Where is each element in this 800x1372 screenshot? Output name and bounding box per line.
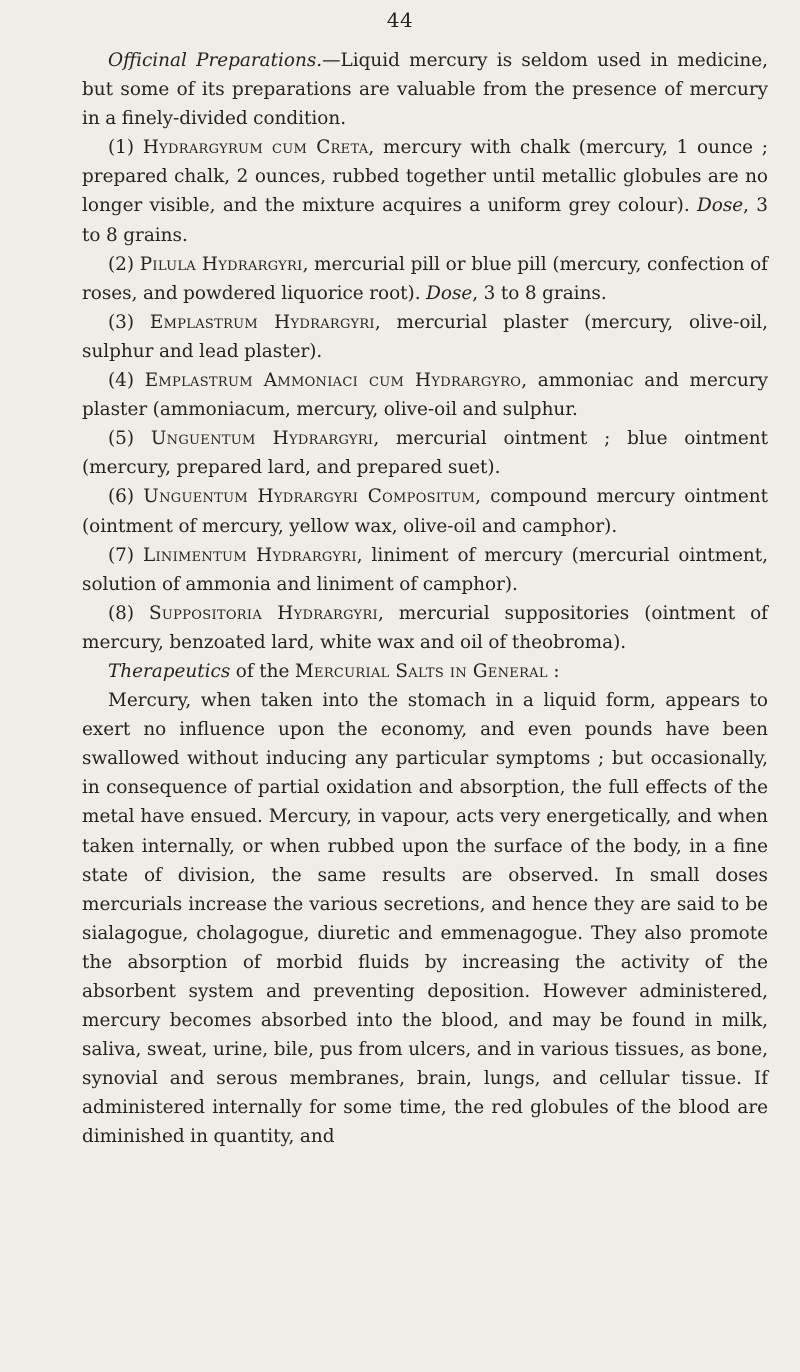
preparation-item <box>82 599 768 657</box>
dose-value: , 3 to 8 grains. <box>82 195 769 246</box>
item-number: (6) <box>108 486 144 508</box>
preparation-item <box>82 482 768 540</box>
preparation-description: , compound mercury ointment (ointment of mercury, yellow wax, olive-oil and camphor). <box>82 486 768 537</box>
preparation-description: , mercury with chalk (mercury, 1 ounce ; prepared chalk, 2 ounces, rubbed together until metallic globules are no longer visible, and the mixture acquires a uniform grey colour). <box>82 137 768 217</box>
preparation-item <box>82 424 768 482</box>
preparation-item <box>82 133 768 249</box>
preparation-name: Hydrargyrum cum Creta <box>142 137 369 159</box>
preparation-name: Emplastrum Hydrargyri <box>149 311 375 333</box>
preparation-name: Unguentum Hydrargyri Compositum <box>143 486 476 508</box>
heading-colon: : <box>547 660 560 682</box>
item-number: (7) <box>108 544 143 566</box>
preparation-name: Pilula Hydrargyri <box>139 253 303 275</box>
item-number: (4) <box>108 370 145 392</box>
preparation-name: Linimentum Hydrargyri <box>142 544 357 566</box>
heading-connector: of the <box>230 660 295 682</box>
preparation-description: , mercurial pill or blue pill (mercury, confection of roses, and powdered liquorice root). <box>82 253 768 304</box>
therapeutics-heading <box>82 657 768 686</box>
dose-label: Dose <box>426 282 473 304</box>
preparation-description: , mercurial suppositories (ointment of mercury, benzoated lard, white wax and oil of theobroma). <box>82 602 768 653</box>
item-number: (8) <box>108 602 150 624</box>
preparation-item <box>82 308 768 366</box>
body-text <box>82 46 768 1152</box>
intro-paragraph <box>82 46 768 133</box>
preparation-name: Suppositoria Hydrargyri <box>149 602 378 624</box>
therapeutics-paragraph: Mercury, when taken into the stomach in a liquid form, appears to exert no influence upon the economy, and even pounds have been swallowed without inducing any particular symptoms ; but occasionally, in consequence of partial oxidation and absorption, the full effects of the metal have ensued. Mercury, in vapour, acts very energetically, and when taken internally, or when rubbed upon the surface of the body, in a fine state of division, the same results are observed. In small doses mercurials increase the various secretions, and hence they are said to be sialagogue, cholagogue, diuretic and emmenagogue. They also promote the absorption of morbid fluids by increasing the activity of the absorbent system and preventing deposition. However administered, mercury becomes absorbed into the blood, and may be found in milk, saliva, sweat, urine, bile, pus from ulcers, and in various tissues, as bone, synovial and serous membranes, brain, lungs, and cellular tissue. If administered internally for some time, the red globules of the blood are diminished in quantity, and <box>82 690 768 1148</box>
section-lead: Officinal Preparations. <box>108 50 323 71</box>
item-number: (5) <box>108 428 151 450</box>
therapeutics-lead: Therapeutics <box>108 660 231 682</box>
preparation-item <box>82 366 768 424</box>
preparation-item <box>82 250 768 308</box>
page-number: 44 <box>386 8 414 32</box>
preparation-description: , mercurial plaster (mercury, olive-oil, sulphur and lead plaster). <box>82 311 768 362</box>
preparation-description: , mercurial ointment ; blue ointment (mercury, prepared lard, and prepared suet). <box>82 428 769 479</box>
dose-label: Dose <box>697 195 744 217</box>
preparation-name: Unguentum Hydrargyri <box>150 428 374 450</box>
item-number: (1) <box>108 137 143 159</box>
therapeutics-title: Mercurial Salts in General <box>294 660 548 682</box>
dose-value: , 3 to 8 grains. <box>472 282 607 304</box>
preparation-description: , ammoniac and mercury plaster (ammoniacum, mercury, olive-oil and sulphur. <box>82 370 768 421</box>
paragraph-text: —Liquid mercury is seldom used in medicine, but some of its preparations are valuable from the presence of mercury in a finely-divided condition. <box>82 50 768 130</box>
preparation-name: Emplastrum Ammoniaci cum Hydrargyro <box>144 370 522 392</box>
preparation-item <box>82 541 768 599</box>
item-number: (2) <box>108 253 140 275</box>
item-number: (3) <box>108 311 150 333</box>
preparation-description: , liniment of mercury (mercurial ointment, solution of ammonia and liniment of camphor). <box>82 544 768 595</box>
